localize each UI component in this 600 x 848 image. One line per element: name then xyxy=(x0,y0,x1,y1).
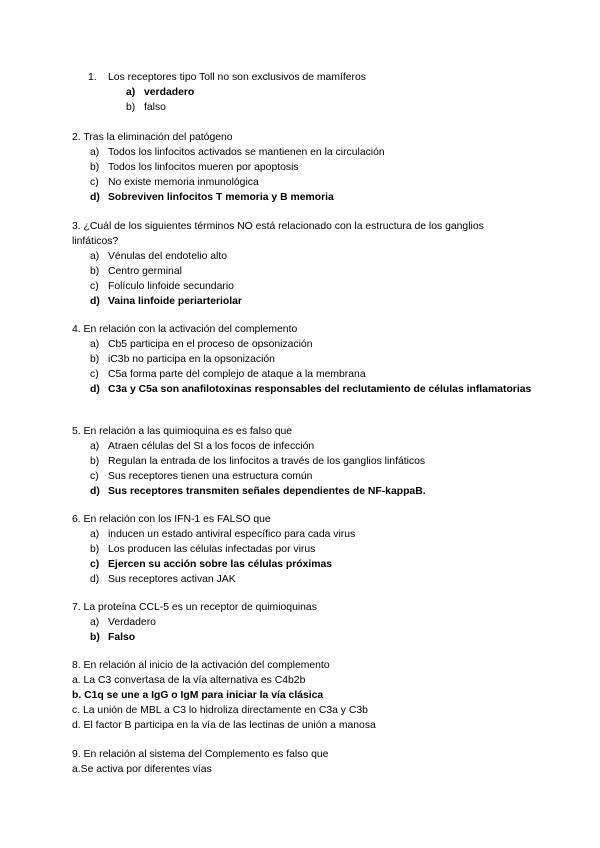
option-label: a) xyxy=(90,251,100,262)
question-3-option-d xyxy=(72,294,532,309)
option-text: Ejercen su acción sobre las células próximas xyxy=(108,559,333,570)
question-4-text: 4. En relación con la activación del complemento xyxy=(72,324,298,335)
question-2 xyxy=(72,130,532,205)
option-label: a) xyxy=(90,147,100,158)
question-7 xyxy=(72,600,532,645)
question-7-option-a xyxy=(72,615,532,630)
option-text: C3a y C5a son anafilotoxinas responsables del reclutamiento de células inflamatorias xyxy=(108,384,532,395)
question-4 xyxy=(72,322,532,397)
question-1-option-a xyxy=(72,85,532,100)
question-6-option-b xyxy=(72,542,532,557)
option-text: iC3b no participa en la opsonización xyxy=(108,354,275,365)
question-3-text: 3. ¿Cuál de los siguientes términos NO está relacionado con la estructura de los ganglios linfáticos? xyxy=(72,221,484,247)
option-label: c) xyxy=(90,177,99,188)
question-1-option-b xyxy=(72,100,532,115)
question-4-option-c xyxy=(72,367,532,382)
option-label: b) xyxy=(90,266,100,277)
option-text: Atraen células del SI a los focos de infección xyxy=(108,441,315,452)
question-4-option-d xyxy=(72,382,532,397)
option-label: b) xyxy=(90,456,100,467)
question-9-option-a: a.Se activa por diferentes vías xyxy=(72,764,212,775)
option-label: c) xyxy=(90,281,99,292)
option-label: b) xyxy=(90,162,100,173)
option-text: verdadero xyxy=(144,87,195,98)
option-text: Todos los linfocitos mueren por apoptosis xyxy=(108,162,299,173)
question-6-option-a xyxy=(72,527,532,542)
option-label: a) xyxy=(90,529,100,540)
option-text: inducen un estado antiviral específico para cada virus xyxy=(108,529,356,540)
option-text: Vénulas del endotelio alto xyxy=(108,251,228,262)
option-text: Folículo linfoide secundario xyxy=(108,281,234,292)
question-9 xyxy=(72,747,532,777)
question-3-option-a xyxy=(72,249,532,264)
option-text: Cb5 participa en el proceso de opsonización xyxy=(108,339,313,350)
question-9-text: 9. En relación al sistema del Complemento es falso que xyxy=(72,749,329,760)
option-text: Sus receptores tienen una estructura común xyxy=(108,471,313,482)
question-5-option-a xyxy=(72,439,532,454)
question-5-text: 5. En relación a las quimioquina es es falso que xyxy=(72,426,293,437)
question-2-option-b xyxy=(72,160,532,175)
option-label: b) xyxy=(126,102,136,113)
question-6-text: 6. En relación con los IFN-1 es FALSO que xyxy=(72,514,271,525)
question-6-option-d xyxy=(72,572,532,587)
option-label: c) xyxy=(90,559,100,570)
option-text: Regulan la entrada de los linfocitos a través de los ganglios linfáticos xyxy=(108,456,426,467)
question-6 xyxy=(72,512,532,587)
question-8-option-b: b. C1q se une a IgG o IgM para iniciar la vía clásica xyxy=(72,690,324,701)
question-1-stem xyxy=(72,70,532,85)
option-text: Sus receptores transmiten señales dependientes de NF-kappaB. xyxy=(108,486,426,497)
question-3 xyxy=(72,219,532,309)
question-5-option-d xyxy=(72,484,532,499)
option-text: Falso xyxy=(108,632,136,643)
question-3-option-c xyxy=(72,279,532,294)
option-label: b) xyxy=(90,354,100,365)
question-1 xyxy=(72,70,532,115)
option-label: d) xyxy=(90,486,100,497)
question-2-option-d xyxy=(72,190,532,205)
question-3-option-b xyxy=(72,264,532,279)
question-1-number: 1. xyxy=(88,72,97,83)
question-7-option-b xyxy=(72,630,532,645)
question-4-option-b xyxy=(72,352,532,367)
option-label: c) xyxy=(90,369,99,380)
question-2-text: 2. Tras la eliminación del patógeno xyxy=(72,132,233,143)
option-label: a) xyxy=(90,617,100,628)
option-label: d) xyxy=(90,574,100,585)
option-text: Todos los linfocitos activados se mantienen en la circulación xyxy=(108,147,385,158)
option-text: Sus receptores activan JAK xyxy=(108,574,236,585)
question-4-option-a xyxy=(72,337,532,352)
option-text: falso xyxy=(144,102,166,113)
option-label: b) xyxy=(90,632,100,643)
option-label: d) xyxy=(90,192,100,203)
option-text: C5a forma parte del complejo de ataque a la membrana xyxy=(108,369,366,380)
question-1-text: Los receptores tipo Toll no son exclusivos de mamíferos xyxy=(108,72,366,83)
option-label: a) xyxy=(90,441,100,452)
option-label: d) xyxy=(90,296,100,307)
question-8-text: 8. En relación al inicio de la activación del complemento xyxy=(72,660,330,671)
question-8-option-c: c. La unión de MBL a C3 lo hidroliza directamente en C3a y C3b xyxy=(72,705,368,716)
question-2-option-c xyxy=(72,175,532,190)
option-text: Los producen las células infectadas por virus xyxy=(108,544,316,555)
question-7-text: 7. La proteína CCL-5 es un receptor de quimioquinas xyxy=(72,602,317,613)
question-5-option-c xyxy=(72,469,532,484)
question-5-option-b xyxy=(72,454,532,469)
question-8 xyxy=(72,658,532,733)
option-text: Vaina linfoide periarteriolar xyxy=(108,296,242,307)
question-6-option-c xyxy=(72,557,532,572)
question-8-option-a: a. La C3 convertasa de la vía alternativa es C4b2b xyxy=(72,675,306,686)
option-text: Sobreviven linfocitos T memoria y B memoria xyxy=(108,192,334,203)
option-text: Verdadero xyxy=(108,617,156,628)
option-label: a) xyxy=(90,339,100,350)
option-label: b) xyxy=(90,544,100,555)
option-text: No existe memoria inmunológica xyxy=(108,177,259,188)
question-2-option-a xyxy=(72,145,532,160)
option-text: Centro germinal xyxy=(108,266,182,277)
question-5 xyxy=(72,424,532,499)
option-label: d) xyxy=(90,384,100,395)
option-label: a) xyxy=(126,87,136,98)
question-8-option-d: d. El factor B participa en la vía de las lectinas de unión a manosa xyxy=(72,720,376,731)
option-label: c) xyxy=(90,471,99,482)
